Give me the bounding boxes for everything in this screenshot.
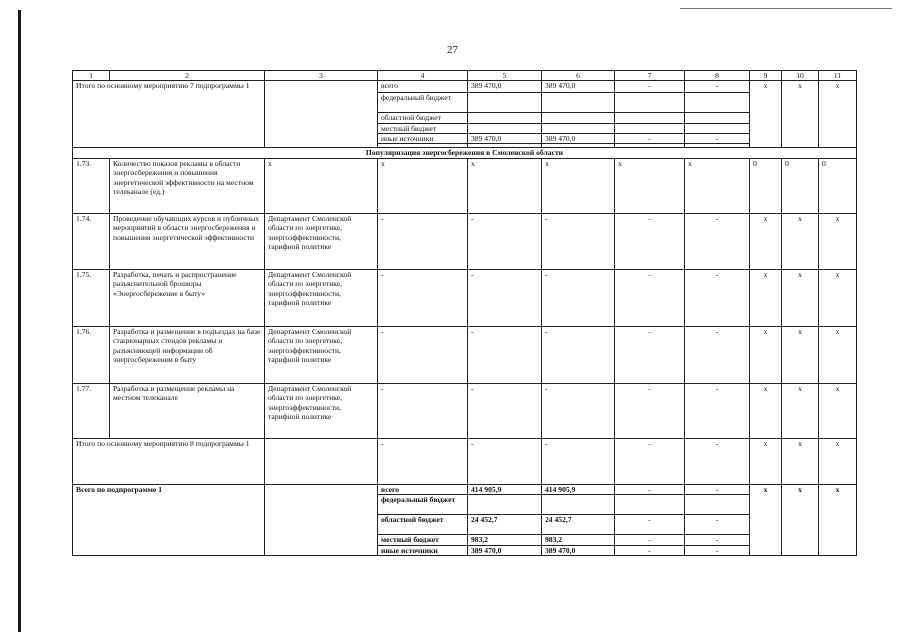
table-row (73, 439, 857, 485)
value-cell: х (782, 485, 819, 556)
header-cell: 6 (542, 71, 615, 81)
value-cell: - (615, 535, 685, 545)
source-cell: иные источники (378, 133, 468, 143)
page-number: 27 (447, 44, 458, 56)
value-cell: - (468, 384, 542, 439)
value-cell (468, 495, 542, 515)
item-name: Проведение обучающих курсов и публичных мероприятий в области энергосбережения и повышения энергетической эффективности (110, 214, 265, 270)
value-cell (685, 495, 750, 515)
source-cell: областной бюджет (378, 113, 468, 123)
value-cell: - (378, 384, 468, 439)
value-cell: - (685, 384, 750, 439)
scan-edge-bar (18, 10, 21, 632)
value-cell: х (542, 159, 615, 214)
value-cell: х (782, 327, 819, 384)
item-number: 1.73. (73, 159, 110, 214)
value-cell: - (685, 81, 750, 93)
value-cell: - (685, 327, 750, 384)
value-cell: х (468, 159, 542, 214)
value-cell (685, 123, 750, 133)
total7-exec (265, 81, 378, 148)
value-cell: - (685, 133, 750, 143)
source-cell: всего (378, 81, 468, 93)
table-row (73, 384, 857, 439)
value-cell: - (615, 327, 685, 384)
source-cell: всего (378, 485, 468, 495)
value-cell: - (378, 327, 468, 384)
value-cell (468, 93, 542, 113)
item-executor: Департамент Смоленской области по энергетике, энергоэффективности, тарифной политике (265, 384, 378, 439)
table-row (73, 214, 857, 270)
value-cell: х (819, 485, 857, 556)
value-cell: х (819, 439, 857, 485)
value-cell: - (685, 515, 750, 535)
value-cell: - (542, 439, 615, 485)
source-cell: местный бюджет (378, 123, 468, 133)
table-row (73, 485, 857, 495)
value-cell: - (615, 515, 685, 535)
source-cell: федеральный бюджет (378, 93, 468, 113)
value-cell: - (378, 270, 468, 327)
grand-label: Всего по подпрограмме 1 (73, 485, 265, 556)
value-cell: х (750, 270, 782, 327)
item-executor: Департамент Смоленской области по энергетике, энергоэффективности, тарифной политике (265, 214, 378, 270)
header-cell: 9 (750, 71, 782, 81)
source-cell: областной бюджет (378, 515, 468, 535)
table-row (73, 327, 857, 384)
value-cell: - (542, 327, 615, 384)
table-row (73, 159, 857, 214)
value-cell: - (378, 214, 468, 270)
value-cell: - (685, 439, 750, 485)
value-cell: 414 905,9 (468, 485, 542, 495)
total8-label: Итого по основному мероприятию 8 подпрограммы 1 (73, 439, 265, 485)
value-cell: х (750, 214, 782, 270)
item-executor: Департамент Смоленской области по энергетике, энергоэффективности, тарифной политике (265, 327, 378, 384)
item-number: 1.74. (73, 214, 110, 270)
grand-exec (265, 485, 378, 556)
value-cell: 24 452,7 (468, 515, 542, 535)
value-cell: - (542, 214, 615, 270)
value-cell: - (542, 270, 615, 327)
value-cell: - (615, 214, 685, 270)
value-cell: - (468, 214, 542, 270)
top-rule (680, 8, 892, 9)
header-cell: 5 (468, 71, 542, 81)
item-executor: Департамент Смоленской области по энергетике, энергоэффективности, тарифной политике (265, 270, 378, 327)
item-name: Количество показов рекламы в области энергосбережения и повышения энергетической эффективности на местном телеканале (ед.) (110, 159, 265, 214)
value-cell: - (468, 270, 542, 327)
value-cell: х (750, 384, 782, 439)
source-cell: местный бюджет (378, 535, 468, 545)
value-cell (542, 495, 615, 515)
value-cell: - (468, 327, 542, 384)
value-cell: - (685, 535, 750, 545)
header-cell: 8 (685, 71, 750, 81)
value-cell (685, 93, 750, 113)
value-cell: - (468, 439, 542, 485)
total7-label: Итого по основному мероприятию 7 подпрограммы 1 (73, 81, 265, 148)
item-executor: х (265, 159, 378, 214)
value-cell (542, 123, 615, 133)
item-name: Разработка, печать и распространение разъяснительной брошюры «Энергосбережение в быту» (110, 270, 265, 327)
header-cell: 10 (782, 71, 819, 81)
header-cell: 11 (819, 71, 857, 81)
value-cell: - (378, 439, 468, 485)
value-cell: x (782, 81, 819, 148)
value-cell: - (615, 133, 685, 143)
program-table (72, 70, 857, 556)
value-cell: х (782, 439, 819, 485)
value-cell: 0 (750, 159, 782, 214)
value-cell: х (819, 214, 857, 270)
header-row (73, 71, 857, 81)
value-cell (615, 123, 685, 133)
value-cell: - (542, 384, 615, 439)
value-cell: x (819, 81, 857, 148)
value-cell: - (615, 545, 685, 555)
table-row (73, 270, 857, 327)
value-cell: x (750, 81, 782, 148)
header-cell: 4 (378, 71, 468, 81)
item-name: Разработка и размещение рекламы на местном телеканале (110, 384, 265, 439)
value-cell: - (685, 545, 750, 555)
value-cell: х (750, 439, 782, 485)
value-cell (468, 123, 542, 133)
item-number: 1.76. (73, 327, 110, 384)
header-cell: 2 (110, 71, 265, 81)
value-cell: - (685, 485, 750, 495)
value-cell: х (750, 327, 782, 384)
value-cell: 389 470,0 (468, 545, 542, 555)
value-cell: х (819, 270, 857, 327)
value-cell: 389 470,0 (468, 81, 542, 93)
value-cell (685, 113, 750, 123)
source-cell: иные источники (378, 545, 468, 555)
value-cell: 389 470,0 (542, 133, 615, 143)
value-cell: 389 470,0 (542, 545, 615, 555)
table-row (73, 81, 857, 93)
header-cell: 3 (265, 71, 378, 81)
section-row (73, 148, 857, 159)
value-cell: - (615, 270, 685, 327)
value-cell: х (782, 214, 819, 270)
value-cell: - (615, 384, 685, 439)
value-cell: - (615, 439, 685, 485)
value-cell: 983,2 (542, 535, 615, 545)
value-cell: 0 (782, 159, 819, 214)
value-cell: - (615, 81, 685, 93)
header-cell: 1 (73, 71, 110, 81)
item-name: Разработка и размещение в подъездах на базе стационарных стендов рекламы и разъясняющей информации об энергосбережении в быту (110, 327, 265, 384)
value-cell: 24 452,7 (542, 515, 615, 535)
total8-exec (265, 439, 378, 485)
value-cell: х (685, 159, 750, 214)
value-cell: х (819, 384, 857, 439)
value-cell: х (615, 159, 685, 214)
value-cell (615, 93, 685, 113)
value-cell: 0 (819, 159, 857, 214)
value-cell: х (782, 384, 819, 439)
value-cell: 389 470,0 (542, 81, 615, 93)
value-cell (468, 113, 542, 123)
value-cell: х (782, 270, 819, 327)
value-cell: 389 470,0 (468, 133, 542, 143)
item-number: 1.75. (73, 270, 110, 327)
value-cell (615, 495, 685, 515)
value-cell: х (750, 485, 782, 556)
value-cell: - (615, 485, 685, 495)
value-cell: 414 905,9 (542, 485, 615, 495)
value-cell: х (819, 327, 857, 384)
value-cell (542, 113, 615, 123)
value-cell: х (378, 159, 468, 214)
source-cell: федеральный бюджет (378, 495, 468, 515)
value-cell (542, 93, 615, 113)
header-cell: 7 (615, 71, 685, 81)
value-cell: - (685, 270, 750, 327)
value-cell: - (685, 214, 750, 270)
value-cell: 983,2 (468, 535, 542, 545)
value-cell (615, 113, 685, 123)
item-number: 1.77. (73, 384, 110, 439)
section-title: Популяризация энергосбережения в Смоленской области (73, 148, 857, 159)
